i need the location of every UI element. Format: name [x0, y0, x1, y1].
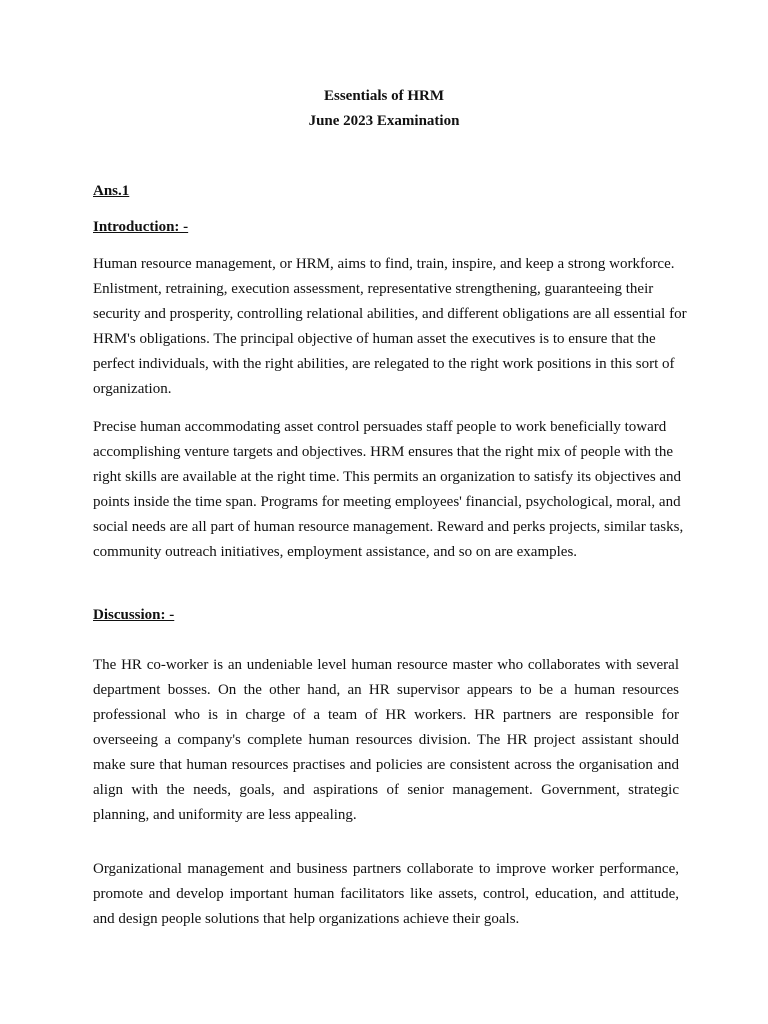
introduction-paragraph: Precise human accommodating asset control persuades staff people to work beneficially toward accomplishing venture targets and objectives. HRM ensures that the right mix of people with the right skills are available at the right time. This permits an organization to satisfy its objectives and points inside the time span. Programs for meeting employees' financial, psychological, moral, and social needs are all part of human resource management. Reward and perks projects, similar tasks, community outreach initiatives, employment assistance, and so on are examples.	[93, 419, 684, 560]
introduction-paragraph: Human resource management, or HRM, aims to find, train, inspire, and keep a strong workforce. Enlistment, retraining, execution assessment, representative strengthening, guaranteeing their security and prosperity, controlling relational abilities, and different obligations are all essential for HRM's obligations. The principal objective of human asset the executives is to ensure that the perfect individuals, with the right abilities, are relegated to the right work positions in this sort of organization.	[93, 256, 687, 397]
document-title: Essentials of HRM	[324, 88, 444, 104]
document-subtitle: June 2023 Examination	[308, 113, 460, 129]
discussion-paragraph: The HR co-worker is an undeniable level human resource master who collaborates with several department bosses. On the other hand, an HR supervisor appears to be a human resources professional who is in charge of a team of HR workers. HR partners are responsible for overseeing a company's complete human resources division. The HR project assistant should make sure that human resources practises and policies are consistent across the organisation and align with the needs, goals, and aspirations of senior management. Government, strategic planning, and uniformity are less appealing.	[93, 657, 679, 823]
discussion-paragraph: Organizational management and business partners collaborate to improve worker performance, promote and develop important human facilitators like assets, control, education, and attitude, and design people solutions that help organizations achieve their goals.	[93, 861, 679, 927]
answer-label: Ans.1	[93, 183, 130, 199]
discussion-heading: Discussion: -	[93, 607, 175, 623]
introduction-heading: Introduction: -	[93, 219, 189, 235]
